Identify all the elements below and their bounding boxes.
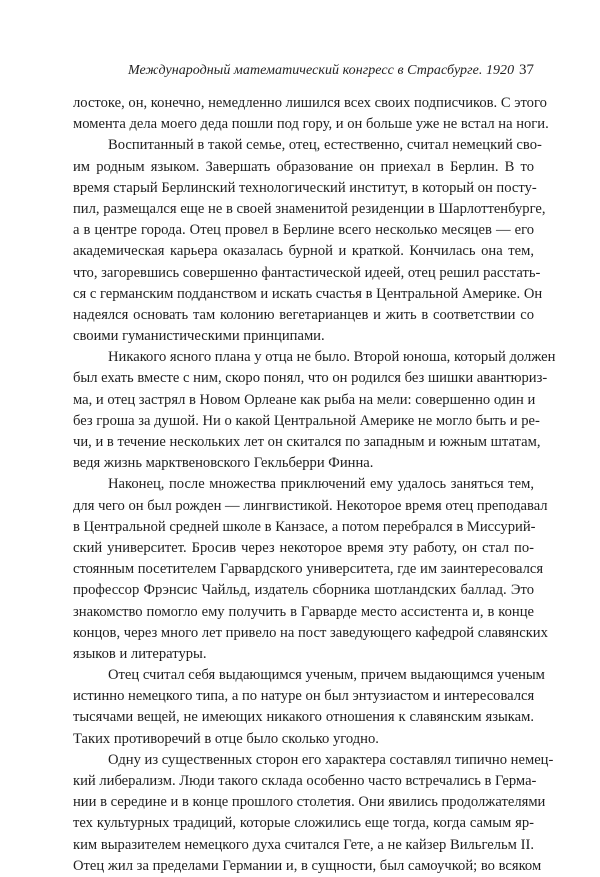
text-line: им родным языком. Завершать образование он приехал в Берлин. В то bbox=[73, 158, 534, 175]
text-line: ся с германским подданством и искать счастья в Центральной Америке. Он bbox=[73, 285, 543, 302]
text-line: истинно немецкого типа, а по натуре он был энтузиастом и интересовался bbox=[73, 688, 535, 705]
text-line: лостоке, он, конечно, немедленно лишился всех своих подписчиков. С этого bbox=[73, 95, 547, 111]
text-line: кий либерализм. Люди такого склада особенно часто встречались в Герма- bbox=[73, 773, 537, 789]
text-line: Одну из существенных сторон его характера составлял типично немец- bbox=[108, 751, 554, 768]
text-line: знакомство помогло ему получить в Гарварде место ассистента и, в конце bbox=[73, 603, 534, 620]
running-header bbox=[73, 62, 534, 80]
text-line: Отец считал себя выдающимся ученым, причем выдающимся ученым bbox=[108, 667, 545, 684]
paragraph bbox=[73, 135, 546, 347]
paragraph bbox=[73, 474, 548, 665]
page-number: 37 bbox=[519, 62, 534, 78]
text-line: Наконец, после множества приключений ему удалось заняться тем, bbox=[108, 476, 534, 493]
text-line: ким выразителем немецкого духа считался Гете, а не кайзер Вильгельм II. bbox=[73, 836, 534, 853]
text-line: а в центре города. Отец провел в Берлине всего несколько месяцев — его bbox=[73, 222, 534, 239]
body-text bbox=[73, 93, 556, 877]
paragraph bbox=[73, 750, 554, 877]
text-line: ма, и отец застрял в Новом Орлеане как рыба на мели: совершенно один и bbox=[73, 391, 536, 408]
text-line: тысячами вещей, не имеющих никакого отношения к славянским языкам. bbox=[73, 709, 534, 726]
text-line: момента дела моего деда пошли под гору, и он больше уже не встал на ноги. bbox=[73, 116, 549, 133]
text-line: ведя жизнь марктвеновского Гекльберри Финна. bbox=[73, 455, 374, 472]
text-line: был ехать вместе с ним, скоро понял, что он родился без шишки авантюриз- bbox=[73, 370, 548, 387]
text-line: Никакого ясного плана у отца не было. Второй юноша, который должен bbox=[108, 349, 556, 366]
text-line: ский университет. Бросив через некоторое время эту работу, он стал по- bbox=[73, 539, 534, 556]
text-line: чи, и в течение нескольких лет он скитался по западным и южным штатам, bbox=[73, 434, 541, 450]
text-line: что, загоревшись совершенно фантастической идеей, отец решил расстать- bbox=[73, 264, 541, 281]
text-line: надеялся основать там колонию вегетарианцев и жить в соответствии со bbox=[73, 306, 534, 323]
text-line: своими гуманистическими принципами. bbox=[73, 328, 325, 345]
text-line: профессор Фрэнсис Чайльд, издатель сборника шотландских баллад. Это bbox=[73, 582, 534, 599]
running-title: Международный математический конгресс в Страсбурге. 1920 bbox=[128, 63, 515, 78]
text-line: языков и литературы. bbox=[73, 645, 207, 662]
text-line: концов, через много лет привело на пост заведующего кафедрой славянских bbox=[73, 624, 548, 641]
text-line: пил, размещался еще не в своей знаменитой резиденции в Шарлоттенбурге, bbox=[73, 200, 546, 217]
text-line: в Центральной средней школе в Канзасе, а потом перебрался в Миссурий- bbox=[73, 518, 536, 535]
text-line: для чего он был рожден — лингвистикой. Некоторое время отец преподавал bbox=[73, 497, 548, 514]
text-line: стоянным посетителем Гарвардского университета, где им заинтересовался bbox=[73, 561, 544, 578]
paragraph bbox=[73, 347, 556, 474]
paragraph bbox=[73, 93, 549, 135]
paragraph bbox=[73, 665, 545, 750]
text-line: без гроша за душой. Ни о какой Центральной Америке не могло быть и ре- bbox=[73, 412, 540, 429]
text-line: нии в середине и в конце прошлого столетия. Они явились продолжателями bbox=[73, 794, 546, 811]
text-line: академическая карьера оказалась бурной и краткой. Кончилась она тем, bbox=[73, 243, 534, 260]
text-line: Отец жил за пределами Германии и, в сущности, был самоучкой; во всяком bbox=[73, 857, 542, 874]
text-line: Воспитанный в такой семье, отец, естественно, считал немецкий сво- bbox=[108, 137, 542, 154]
text-line: время старый Берлинский технологический институт, в который он посту- bbox=[73, 179, 537, 196]
text-line: тех культурных традиций, которые сложились еще тогда, когда самым яр- bbox=[73, 815, 534, 832]
text-line: Таких противоречий в отце было сколько угодно. bbox=[73, 730, 379, 747]
